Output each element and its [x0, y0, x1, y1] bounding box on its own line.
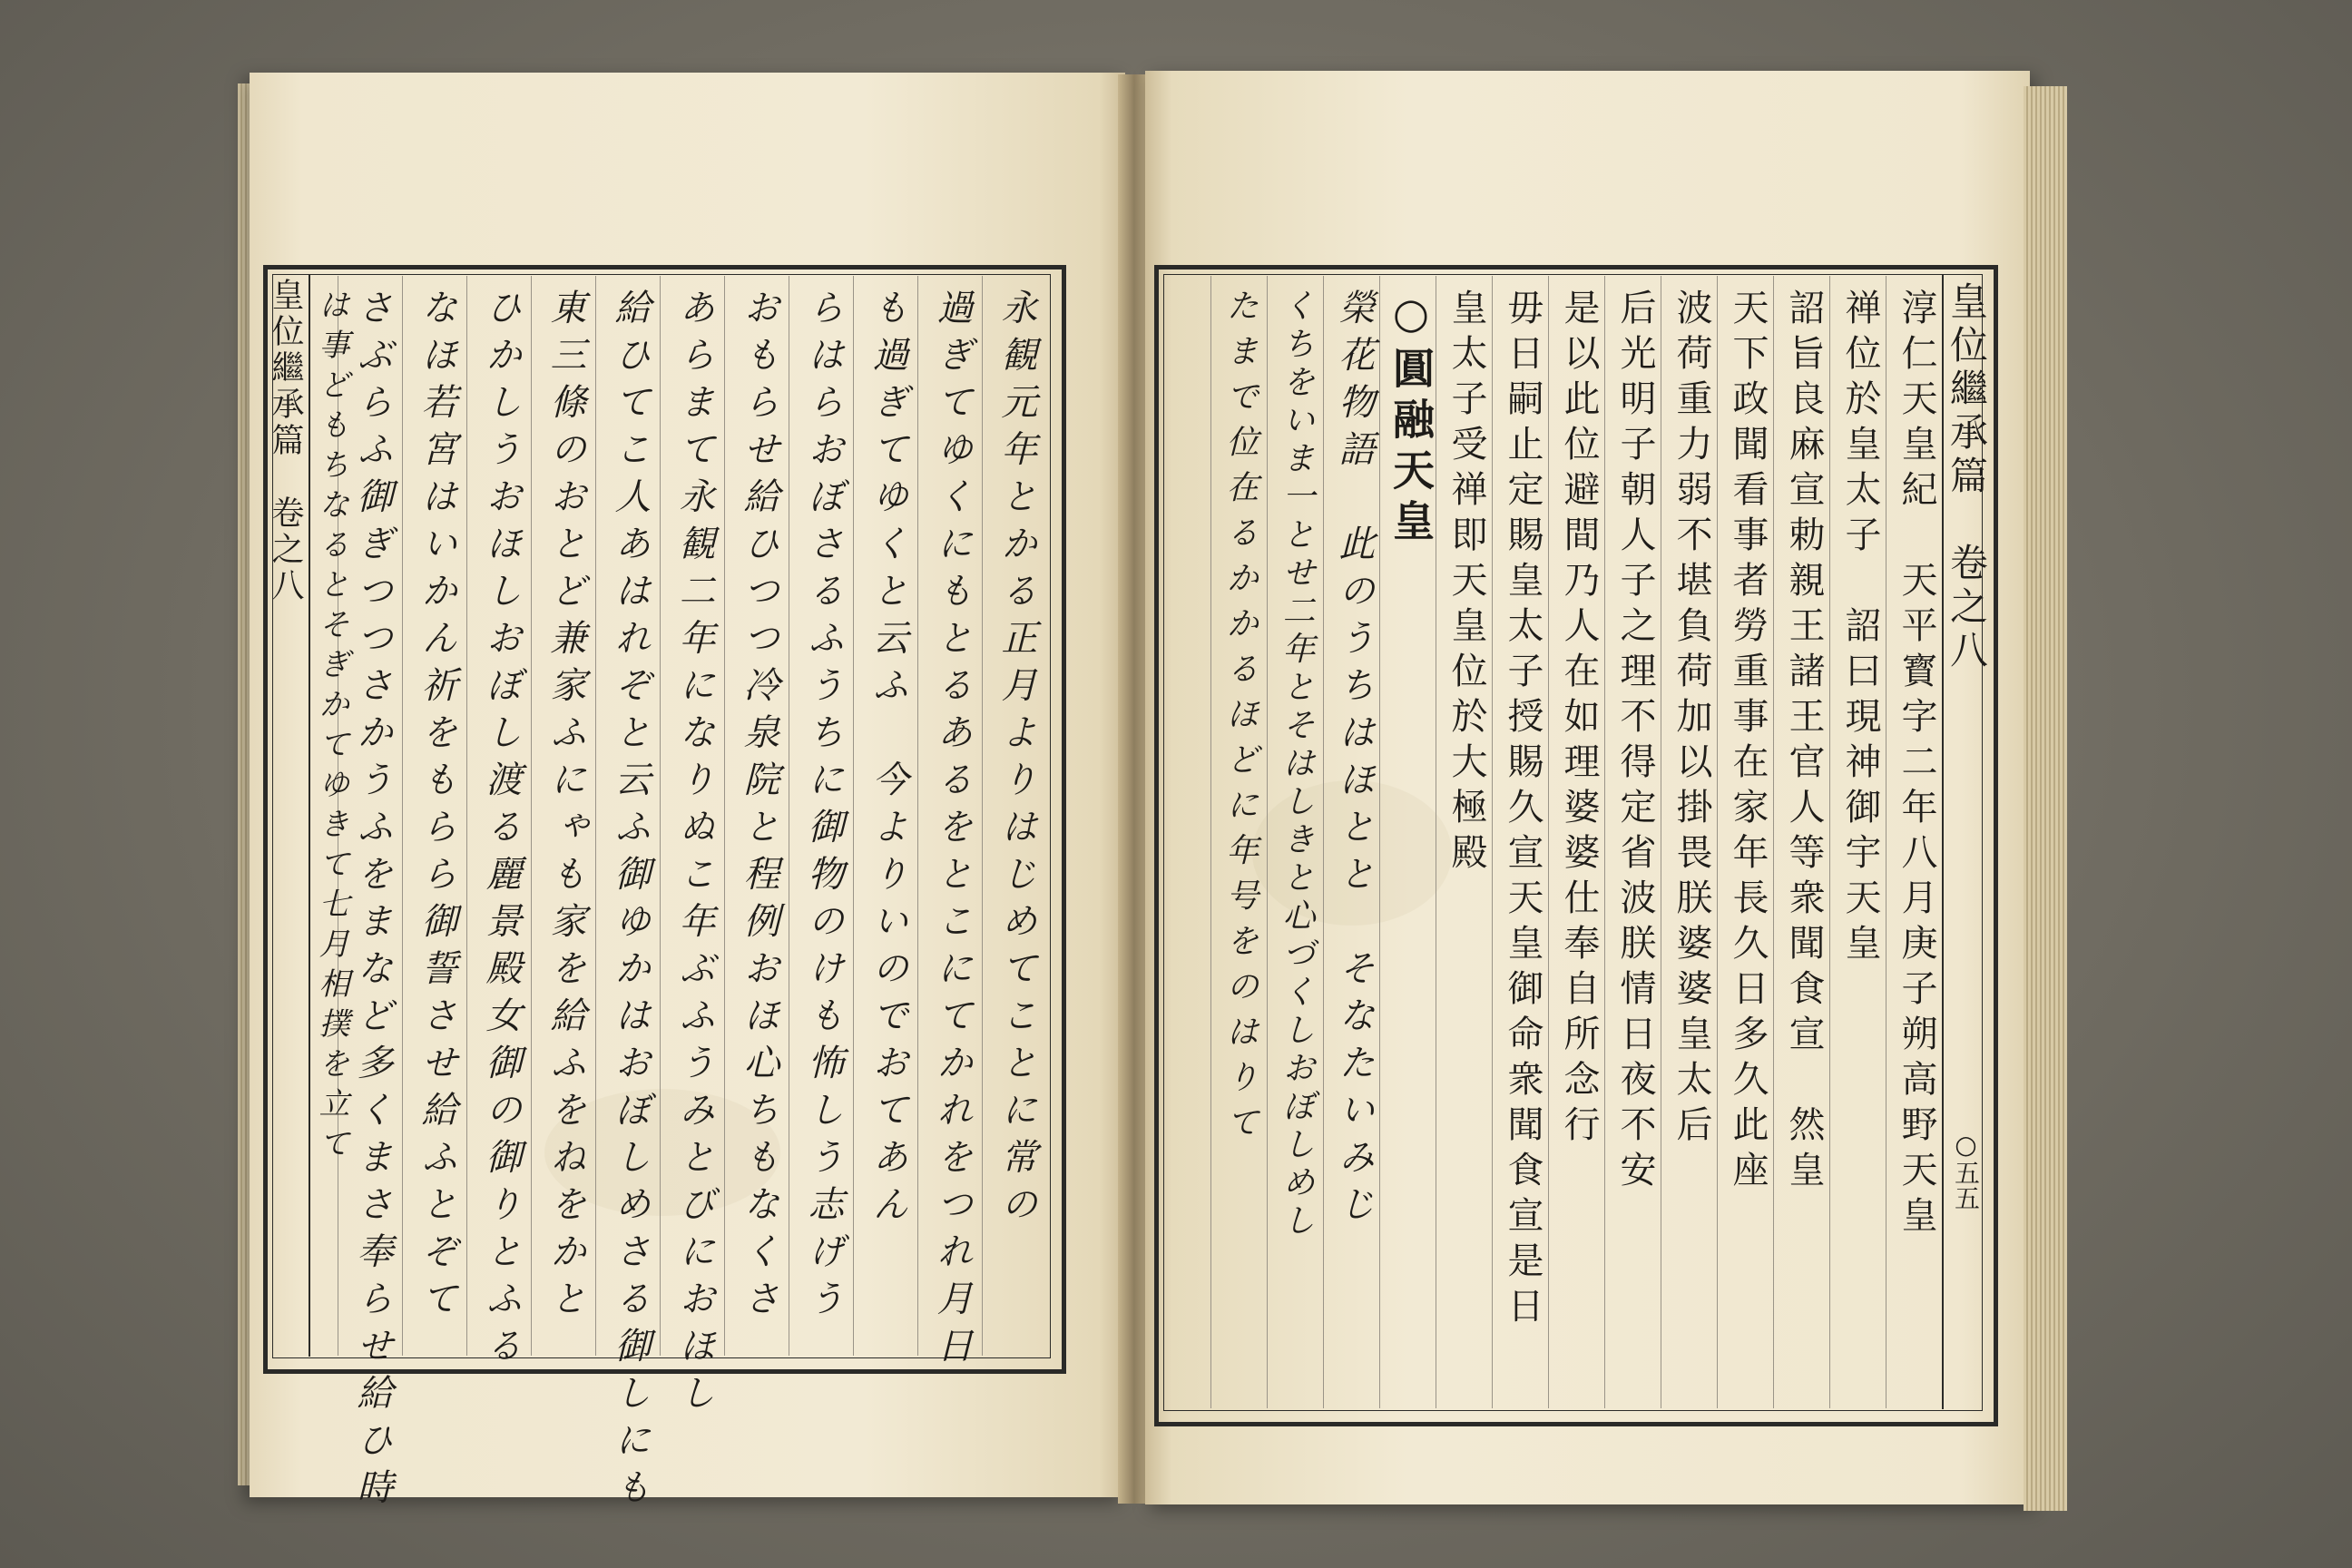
- right-running-header: 皇位繼承篇 卷之八: [1945, 281, 1989, 673]
- column-rule: [982, 276, 983, 1356]
- page-number: ○五五: [1951, 1130, 1981, 1210]
- left-text-column: も過ぎてゆくと云ふ 今よりいのでおてあん: [867, 289, 908, 1232]
- left-text-column: ひかしうおほしおぼし渡る麗景殿女御の御りとふる: [480, 289, 522, 1374]
- right-text-column: くちをいま一とせ二年とそはしきと心づくしおぼしめし: [1278, 289, 1315, 1241]
- left-text-column: らはらおぼさるふうちに御物のけも怖しう志げう: [802, 289, 844, 1327]
- right-text-column: たまで位在るかかるほどに年号をのはりて: [1221, 289, 1259, 1151]
- right-text-column: 毋日嗣止定賜皇太子授賜久宣天皇御命衆聞食宣是日: [1502, 289, 1544, 1332]
- left-text-column: 過ぎてゆくにもとるあるをとこにてかれをつれ月日: [931, 289, 973, 1374]
- left-text-column: は事どもちなるとそぎかてゆきて七月相撲を立て: [313, 289, 349, 1167]
- column-rule: [1267, 276, 1268, 1408]
- right-text-column: 詔旨良麻宣勅親王諸王官人等衆聞食宣 然皇: [1783, 289, 1825, 1196]
- column-rule: [1492, 276, 1493, 1408]
- right-page-edge: [2024, 86, 2067, 1511]
- column-rule: [853, 276, 854, 1356]
- right-text-column: 波荷重力弱不堪負荷加以掛畏朕婆婆皇太后: [1671, 289, 1712, 1151]
- column-rule: [595, 276, 596, 1356]
- right-text-column: 是以此位避間乃人在如理婆婆仕奉自所念行: [1558, 289, 1600, 1151]
- left-running-header: 皇位繼承篇 卷之八: [267, 278, 304, 604]
- column-rule: [1773, 276, 1774, 1408]
- column-rule: [660, 276, 661, 1356]
- left-margin-rule: [309, 274, 310, 1357]
- column-rule: [466, 276, 467, 1356]
- column-rule: [1323, 276, 1324, 1408]
- left-text-column: おもらせ給ひつつ冷泉院と程例おほ心ちもなくさ: [738, 289, 779, 1327]
- right-margin-rule: [1942, 274, 1944, 1409]
- column-rule: [402, 276, 403, 1356]
- column-rule: [1548, 276, 1549, 1408]
- left-text-column: なほ若宮はいかん祈をもらら御誓させ給ふとぞて: [416, 289, 457, 1327]
- column-rule: [1717, 276, 1718, 1408]
- right-text-column: 天下政聞看事者勞重事在家年長久日多久此座: [1727, 289, 1769, 1196]
- right-text-column: 榮花物語 此のうちはほとと そなたいみじ: [1333, 289, 1375, 1232]
- column-rule: [724, 276, 725, 1356]
- left-text-column: さぶらふ御ぎつつさかうふをまなど多くまさ奉らせ給ひ時: [351, 289, 393, 1515]
- column-rule: [531, 276, 532, 1356]
- right-text-column: 后光明子朝人子之理不得定省波朕情日夜不安: [1614, 289, 1656, 1196]
- right-text-column: 皇太子受禅即天皇位於大極殿: [1446, 289, 1487, 878]
- column-rule: [1604, 276, 1605, 1408]
- column-rule: [1379, 276, 1380, 1408]
- column-rule: [917, 276, 918, 1356]
- left-text-column: あらまて永観二年になりぬこ年ぶふうみとびにおほし: [673, 289, 715, 1421]
- section-heading: ○圓融天皇: [1387, 289, 1436, 550]
- column-rule: [1210, 276, 1211, 1408]
- right-text-column: 淳仁天皇紀 天平寳字二年八月庚子朔高野天皇: [1896, 289, 1937, 1241]
- column-rule: [1829, 276, 1830, 1408]
- right-text-column: 禅位於皇太子 詔曰現神御宇天皇: [1839, 289, 1881, 969]
- left-text-column: 給ひてこ人あはれぞと云ふ御ゆかはおぼしめさる御しにも: [609, 289, 651, 1515]
- left-text-column: 東三條のおとど兼家ふにゃも家を給ふをねをかと: [544, 289, 586, 1327]
- left-text-column: 永観元年とかる正月よりはじめてことに常の: [995, 289, 1037, 1232]
